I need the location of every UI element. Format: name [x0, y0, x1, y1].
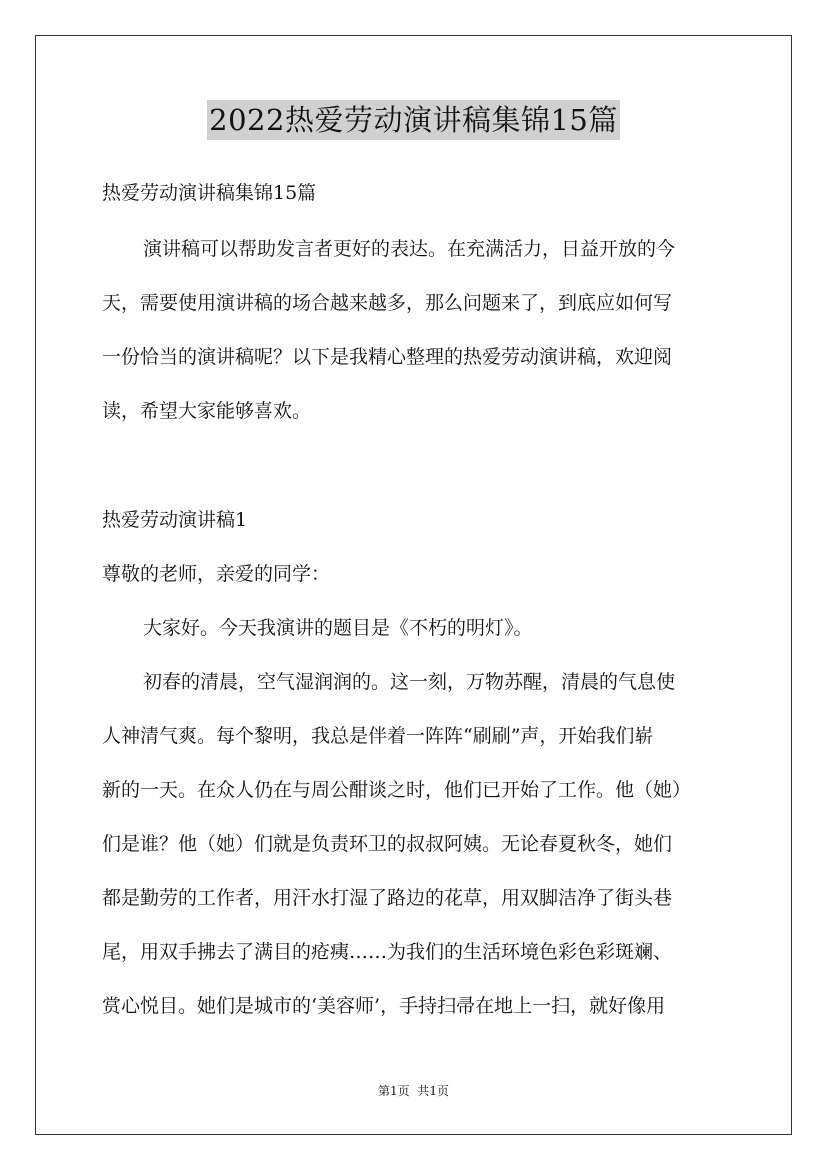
body-line: 们是谁？他（她）们就是负责环卫的叔叔阿姨。无论春夏秋冬，她们 [102, 833, 673, 855]
body-line: 赏心悦目。她们是城市的‘美容师’，手持扫帚在地上一扫，就好像用 [102, 995, 666, 1017]
body-line: 新的一天。在众人仍在与周公酣谈之时，他们已开始了工作。他（她） [102, 779, 692, 801]
document-subtitle: 热爱劳动演讲稿集锦15篇 [102, 182, 317, 204]
salutation: 尊敬的老师，亲爱的同学： [102, 563, 331, 585]
body-line: 尾，用双手拂去了满目的疮痍……为我们的生活环境色彩色彩斑斓、 [102, 941, 673, 963]
intro-line: 天，需要使用演讲稿的场合越来越多，那么问题来了，到底应如何写 [102, 292, 673, 314]
body-line: 都是勤劳的工作者，用汗水打湿了路边的花草，用双脚洁净了街头巷 [102, 887, 673, 909]
section-heading: 热爱劳动演讲稿1 [102, 509, 248, 531]
document-title: 2022热爱劳动演讲稿集锦15篇 [207, 100, 620, 140]
intro-line: 读，希望大家能够喜欢。 [102, 400, 312, 422]
greeting: 大家好。今天我演讲的题目是《不朽的明灯》。 [143, 617, 533, 639]
body-line: 人神清气爽。每个黎明，我总是伴着一阵阵“刷刷”声，开始我们崭 [102, 725, 654, 747]
page-number: 第1页 [378, 1084, 410, 1098]
title-wrapper [0, 100, 827, 140]
intro-line: 演讲稿可以帮助发言者更好的表达。在充满活力，日益开放的今 [143, 238, 676, 260]
intro-line: 一份恰当的演讲稿呢？以下是我精心整理的热爱劳动演讲稿，欢迎阅 [102, 346, 673, 368]
page-total: 共1页 [417, 1084, 449, 1098]
body-line: 初春的清晨，空气湿润润的。这一刻，万物苏醒，清晨的气息使 [143, 671, 676, 693]
page-footer [0, 1083, 827, 1099]
